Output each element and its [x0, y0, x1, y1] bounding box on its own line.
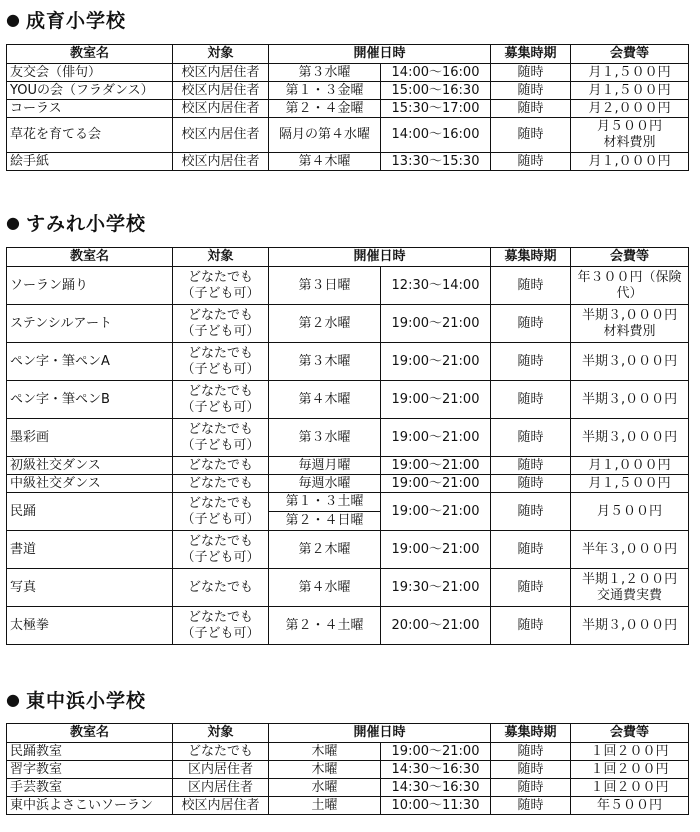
class-table-higashinakahama [6, 723, 689, 815]
class-name-cell: YOUの会（フラダンス） [7, 82, 173, 100]
time-cell: 15:00〜16:30 [381, 82, 491, 100]
table-header-row [7, 724, 689, 743]
time-cell: 12:30〜14:00 [381, 267, 491, 305]
target-cell [173, 797, 269, 815]
class-name-cell: 書道 [7, 531, 173, 569]
cell-line: どなたでも [187, 269, 253, 285]
class-name-cell: 友交会（俳句） [7, 64, 173, 82]
period-cell: 随時 [491, 153, 571, 171]
day-cell: 毎週水曜 [269, 475, 381, 493]
day-cell: 第３水曜 [269, 64, 381, 82]
time-cell: 14:30〜16:30 [381, 779, 491, 797]
class-name-cell: 習字教室 [7, 761, 173, 779]
target-cell [173, 153, 269, 171]
period-cell: 随時 [491, 797, 571, 815]
table-row [7, 569, 689, 607]
class-name-cell: コーラス [7, 100, 173, 118]
target-cell [173, 100, 269, 118]
table-row [7, 305, 689, 343]
target-cell [173, 569, 269, 607]
cell-line: 半期１,２００円 [581, 571, 678, 587]
period-cell: 随時 [491, 569, 571, 607]
fee-cell [571, 493, 689, 531]
cell-line: どなたでも [187, 533, 253, 549]
cell-line: 年５００円 [597, 797, 663, 813]
header-fee: 会費等 [571, 45, 689, 64]
cell-line: 校区内居住者 [181, 82, 260, 98]
table-row [7, 82, 689, 100]
cell-line: 月１,５００円 [588, 475, 671, 491]
header-target: 対象 [173, 45, 269, 64]
fee-cell [571, 607, 689, 645]
school-name: すみれ小学校 [26, 213, 147, 235]
fee-cell [571, 118, 689, 153]
cell-line: どなたでも [187, 579, 253, 595]
class-name-cell: 手芸教室 [7, 779, 173, 797]
cell-line: （子ども可） [181, 549, 260, 565]
period-cell: 随時 [491, 82, 571, 100]
day-cell: 第２・４土曜 [269, 607, 381, 645]
table-row [7, 761, 689, 779]
period-cell: 随時 [491, 607, 571, 645]
fee-cell [571, 779, 689, 797]
cell-line: 半期３,０００円 [581, 429, 678, 445]
class-name-cell: 墨彩画 [7, 419, 173, 457]
cell-line: どなたでも [187, 421, 253, 437]
target-cell [173, 343, 269, 381]
cell-line: 校区内居住者 [181, 64, 260, 80]
header-datetime: 開催日時 [269, 724, 491, 743]
target-cell [173, 779, 269, 797]
header-period: 募集時期 [491, 45, 571, 64]
cell-line: （子ども可） [181, 511, 260, 527]
table-row [7, 118, 689, 153]
time-cell: 19:00〜21:00 [381, 457, 491, 475]
fee-cell [571, 267, 689, 305]
cell-line: どなたでも [187, 495, 253, 511]
target-cell [173, 761, 269, 779]
header-target: 対象 [173, 724, 269, 743]
fee-cell [571, 761, 689, 779]
cell-line: 材料費別 [603, 135, 656, 150]
table-row [7, 457, 689, 475]
fee-cell [571, 419, 689, 457]
cell-line: 区内居住者 [187, 761, 253, 777]
period-cell: 随時 [491, 305, 571, 343]
fee-cell [571, 743, 689, 761]
period-cell: 随時 [491, 381, 571, 419]
time-cell: 19:00〜21:00 [381, 531, 491, 569]
table-row [7, 419, 689, 457]
cell-line: 校区内居住者 [181, 100, 260, 116]
cell-line: 年３００円（保険代） [577, 269, 682, 301]
target-cell [173, 457, 269, 475]
table-row [7, 343, 689, 381]
target-cell [173, 64, 269, 82]
cell-line: 材料費別 [603, 323, 656, 339]
section-heading-sumire [6, 209, 146, 236]
table-row [7, 100, 689, 118]
target-cell [173, 305, 269, 343]
day-cell: 水曜 [269, 779, 381, 797]
period-cell: 随時 [491, 761, 571, 779]
period-cell: 随時 [491, 118, 571, 153]
fee-cell [571, 797, 689, 815]
day-cell: 木曜 [269, 743, 381, 761]
cell-line: （子ども可） [181, 361, 260, 377]
period-cell: 随時 [491, 419, 571, 457]
cell-line: 半期３,０００円 [581, 617, 678, 633]
time-cell: 19:00〜21:00 [381, 475, 491, 493]
time-cell: 20:00〜21:00 [381, 607, 491, 645]
time-cell: 19:00〜21:00 [381, 381, 491, 419]
fee-cell [571, 82, 689, 100]
period-cell: 随時 [491, 267, 571, 305]
table-row [7, 64, 689, 82]
class-name-cell: 初級社交ダンス [7, 457, 173, 475]
time-cell: 14:00〜16:00 [381, 118, 491, 153]
cell-line: 半年３,０００円 [581, 541, 678, 557]
target-cell [173, 607, 269, 645]
target-cell [173, 493, 269, 531]
class-table-sumire [6, 247, 689, 645]
fee-cell [571, 569, 689, 607]
class-name-cell: 絵手紙 [7, 153, 173, 171]
class-name-cell: 民踊教室 [7, 743, 173, 761]
day-cell: 第１・３金曜 [269, 82, 381, 100]
fee-cell [571, 381, 689, 419]
cell-line: 半期３,０００円 [581, 391, 678, 407]
time-cell: 10:00〜11:30 [381, 797, 491, 815]
day-line: 第２・４日曜 [285, 513, 364, 528]
section-heading-seiiku [6, 6, 126, 33]
table-header-row [7, 248, 689, 267]
fee-cell [571, 343, 689, 381]
cell-line: 月１,５００円 [588, 64, 671, 80]
header-period: 募集時期 [491, 248, 571, 267]
school-name: 成育小学校 [26, 10, 127, 32]
cell-line: 校区内居住者 [181, 797, 260, 813]
target-cell [173, 381, 269, 419]
class-name-cell: ペン字・筆ペンB [7, 381, 173, 419]
day-cell: 木曜 [269, 761, 381, 779]
header-class-name: 教室名 [7, 248, 173, 267]
day-cell: 第２・４金曜 [269, 100, 381, 118]
day-cell: 第３水曜 [269, 419, 381, 457]
table-row [7, 797, 689, 815]
cell-line: どなたでも [187, 307, 253, 323]
table-row [7, 267, 689, 305]
time-cell: 14:00〜16:00 [381, 64, 491, 82]
cell-line: 月１,５００円 [588, 82, 671, 98]
header-fee: 会費等 [571, 248, 689, 267]
fee-cell [571, 531, 689, 569]
fee-cell [571, 475, 689, 493]
day-cell: 第３日曜 [269, 267, 381, 305]
period-cell: 随時 [491, 457, 571, 475]
day-line: 第１・３土曜 [269, 493, 380, 512]
cell-line: どなたでも [187, 475, 253, 491]
day-cell: 土曜 [269, 797, 381, 815]
cell-line: 半期３,０００円 [581, 307, 678, 323]
class-name-cell: ペン字・筆ペンA [7, 343, 173, 381]
bullet-icon: ● [6, 213, 21, 232]
target-cell [173, 743, 269, 761]
class-name-cell: 太極拳 [7, 607, 173, 645]
period-cell: 随時 [491, 779, 571, 797]
header-target: 対象 [173, 248, 269, 267]
target-cell [173, 267, 269, 305]
cell-line: 月１,０００円 [588, 457, 671, 473]
cell-line: （子ども可） [181, 437, 260, 453]
cell-line: どなたでも [187, 345, 253, 361]
cell-line: 月１,０００円 [588, 153, 671, 169]
bullet-icon: ● [6, 690, 21, 709]
table-row [7, 381, 689, 419]
day-cell [269, 493, 381, 531]
section-heading-higashinakahama [6, 686, 146, 713]
period-cell: 随時 [491, 475, 571, 493]
cell-line: １回２００円 [590, 743, 669, 759]
day-cell: 第２水曜 [269, 305, 381, 343]
class-name-cell: 草花を育てる会 [7, 118, 173, 153]
time-cell: 19:00〜21:00 [381, 493, 491, 531]
cell-line: 校区内居住者 [181, 153, 260, 169]
cell-line: 区内居住者 [187, 779, 253, 795]
bullet-icon: ● [6, 10, 21, 29]
header-datetime: 開催日時 [269, 248, 491, 267]
fee-cell [571, 305, 689, 343]
time-cell: 15:30〜17:00 [381, 100, 491, 118]
cell-line: どなたでも [187, 609, 253, 625]
period-cell: 随時 [491, 531, 571, 569]
time-cell: 13:30〜15:30 [381, 153, 491, 171]
day-cell: 第４木曜 [269, 153, 381, 171]
target-cell [173, 419, 269, 457]
cell-line: １回２００円 [590, 779, 669, 795]
time-cell: 19:00〜21:00 [381, 419, 491, 457]
class-name-cell: 東中浜よさこいソーラン [7, 797, 173, 815]
fee-cell [571, 100, 689, 118]
fee-cell [571, 457, 689, 475]
target-cell [173, 531, 269, 569]
header-class-name: 教室名 [7, 724, 173, 743]
header-period: 募集時期 [491, 724, 571, 743]
cell-line: 月５００円 [597, 119, 663, 134]
table-row [7, 779, 689, 797]
time-cell: 19:00〜21:00 [381, 343, 491, 381]
period-cell: 随時 [491, 100, 571, 118]
table-row [7, 153, 689, 171]
table-row [7, 531, 689, 569]
cell-line: 校区内居住者 [181, 127, 260, 142]
day-cell: 第４木曜 [269, 381, 381, 419]
table-row [7, 743, 689, 761]
table-row [7, 607, 689, 645]
fee-cell [571, 153, 689, 171]
class-name-cell: ステンシルアート [7, 305, 173, 343]
time-cell: 19:00〜21:00 [381, 305, 491, 343]
header-datetime: 開催日時 [269, 45, 491, 64]
day-cell: 第２木曜 [269, 531, 381, 569]
target-cell [173, 82, 269, 100]
target-cell [173, 475, 269, 493]
cell-line: （子ども可） [181, 285, 260, 301]
period-cell: 随時 [491, 743, 571, 761]
cell-line: １回２００円 [590, 761, 669, 777]
day-cell: 毎週月曜 [269, 457, 381, 475]
target-cell [173, 118, 269, 153]
cell-line: どなたでも [187, 457, 253, 473]
table-row [7, 475, 689, 493]
day-cell: 第３木曜 [269, 343, 381, 381]
cell-line: （子ども可） [181, 399, 260, 415]
day-cell: 隔月の第４水曜 [269, 118, 381, 153]
table-row [7, 493, 689, 531]
cell-line: （子ども可） [181, 625, 260, 641]
time-cell: 19:30〜21:00 [381, 569, 491, 607]
class-table-seiiku [6, 44, 689, 171]
fee-cell [571, 64, 689, 82]
cell-line: 月２,０００円 [588, 100, 671, 116]
period-cell: 随時 [491, 493, 571, 531]
cell-line: どなたでも [187, 383, 253, 399]
cell-line: 交通費実費 [597, 587, 663, 603]
class-name-cell: ソーラン踊り [7, 267, 173, 305]
period-cell: 随時 [491, 343, 571, 381]
class-name-cell: 民踊 [7, 493, 173, 531]
period-cell: 随時 [491, 64, 571, 82]
school-name: 東中浜小学校 [26, 690, 147, 712]
cell-line: どなたでも [187, 743, 253, 759]
cell-line: （子ども可） [181, 323, 260, 339]
day-cell: 第４水曜 [269, 569, 381, 607]
table-header-row [7, 45, 689, 64]
class-name-cell: 写真 [7, 569, 173, 607]
class-name-cell: 中級社交ダンス [7, 475, 173, 493]
header-fee: 会費等 [571, 724, 689, 743]
cell-line: 半期３,０００円 [581, 353, 678, 369]
cell-line: 月５００円 [597, 503, 663, 519]
time-cell: 14:30〜16:30 [381, 761, 491, 779]
header-class-name: 教室名 [7, 45, 173, 64]
time-cell: 19:00〜21:00 [381, 743, 491, 761]
